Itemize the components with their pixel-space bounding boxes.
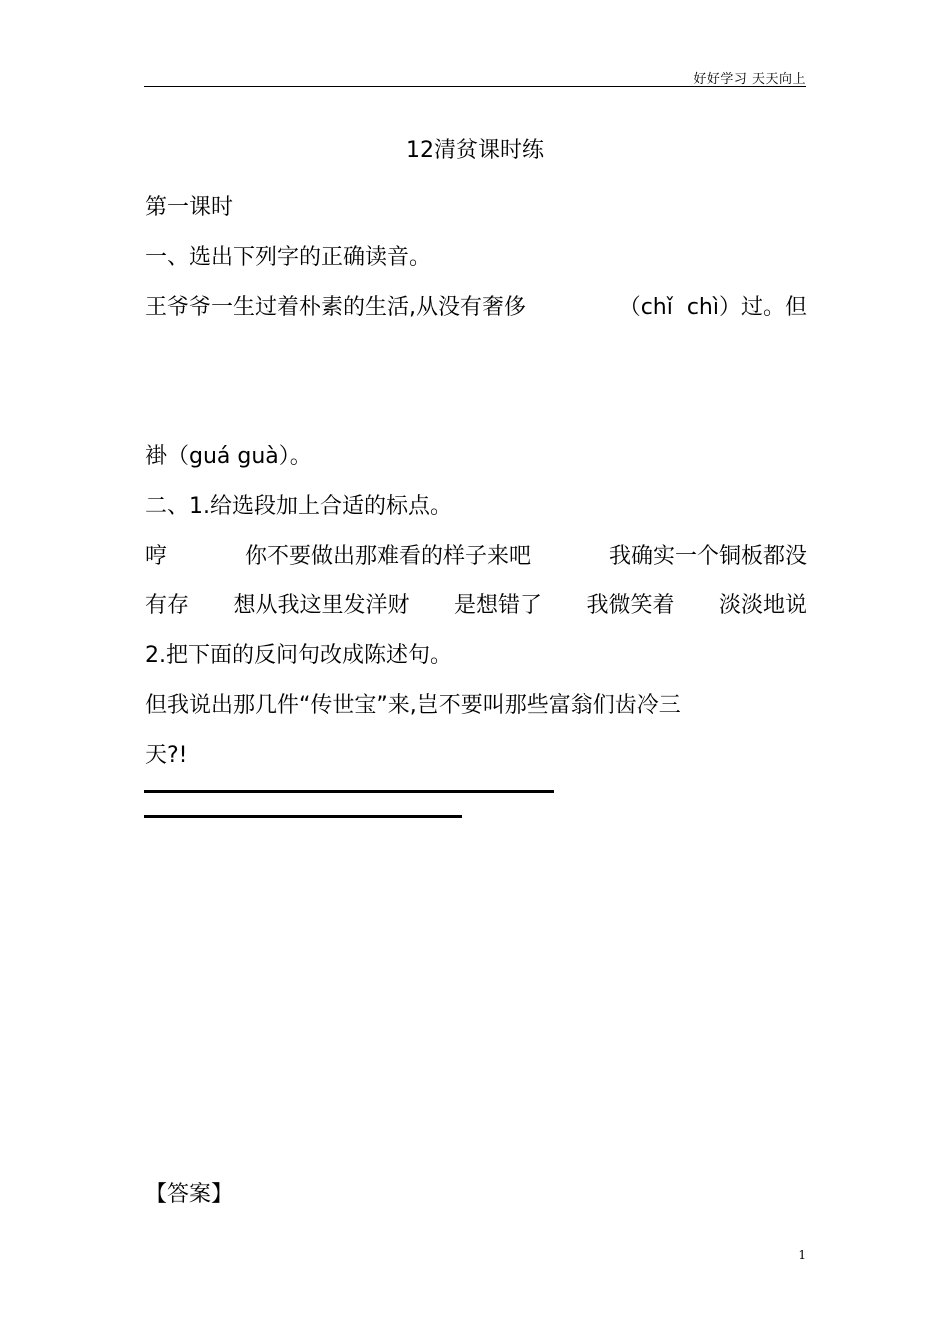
passage-segment: 是想错了 [453, 593, 542, 619]
header-slogan: 好好学习 天天向上 [693, 72, 806, 87]
section2-passage-line-1 [145, 532, 807, 582]
section2-passage-line-2 [145, 581, 807, 631]
page-number: 1 [798, 1248, 806, 1262]
passage-segment: 你不要做出那难看的样子来吧 [244, 543, 531, 569]
section1-heading: 一、选出下列字的正确读音。 [145, 244, 432, 270]
lesson-label: 第一课时 [145, 195, 234, 220]
section2-q2-line-1: 但我说出那几件“传世宝”来,岂不要叫那些富翁们齿冷三 [145, 692, 681, 718]
section1-line-1-text: 王爷爷一生过着朴素的生活,从没有奢侈 [145, 294, 526, 320]
answer-heading: 【答案】 [145, 1182, 234, 1207]
section2-q2-line-2: 天?! [145, 742, 188, 768]
document-body [145, 183, 807, 781]
passage-segment: 想从我这里发洋财 [233, 593, 410, 619]
section2-q2-heading: 2.把下面的反问句改成陈述句。 [145, 643, 452, 669]
answer-blank-line-1 [144, 790, 554, 793]
page-title: 12清贫课时练 [406, 138, 544, 163]
passage-segment: 有存 [145, 593, 190, 619]
passage-segment: 我确实一个铜板都没 [608, 543, 807, 569]
section1-line-1-pinyin: （chǐ chì）过。但 [618, 294, 807, 320]
passage-segment: 淡淡地说 [718, 593, 807, 619]
answer-blank-line-2 [144, 815, 462, 818]
header-divider [144, 86, 806, 87]
section1-line-4: 褂（guá guà）。 [145, 443, 312, 469]
passage-segment: 哼 [145, 543, 168, 569]
section1-line-2 [145, 332, 807, 382]
section1-line-3 [145, 382, 807, 432]
passage-segment: 我微笑着 [586, 593, 675, 619]
section2-heading: 二、1.给选段加上合适的标点。 [145, 493, 452, 519]
section1-line-1 [145, 283, 807, 333]
